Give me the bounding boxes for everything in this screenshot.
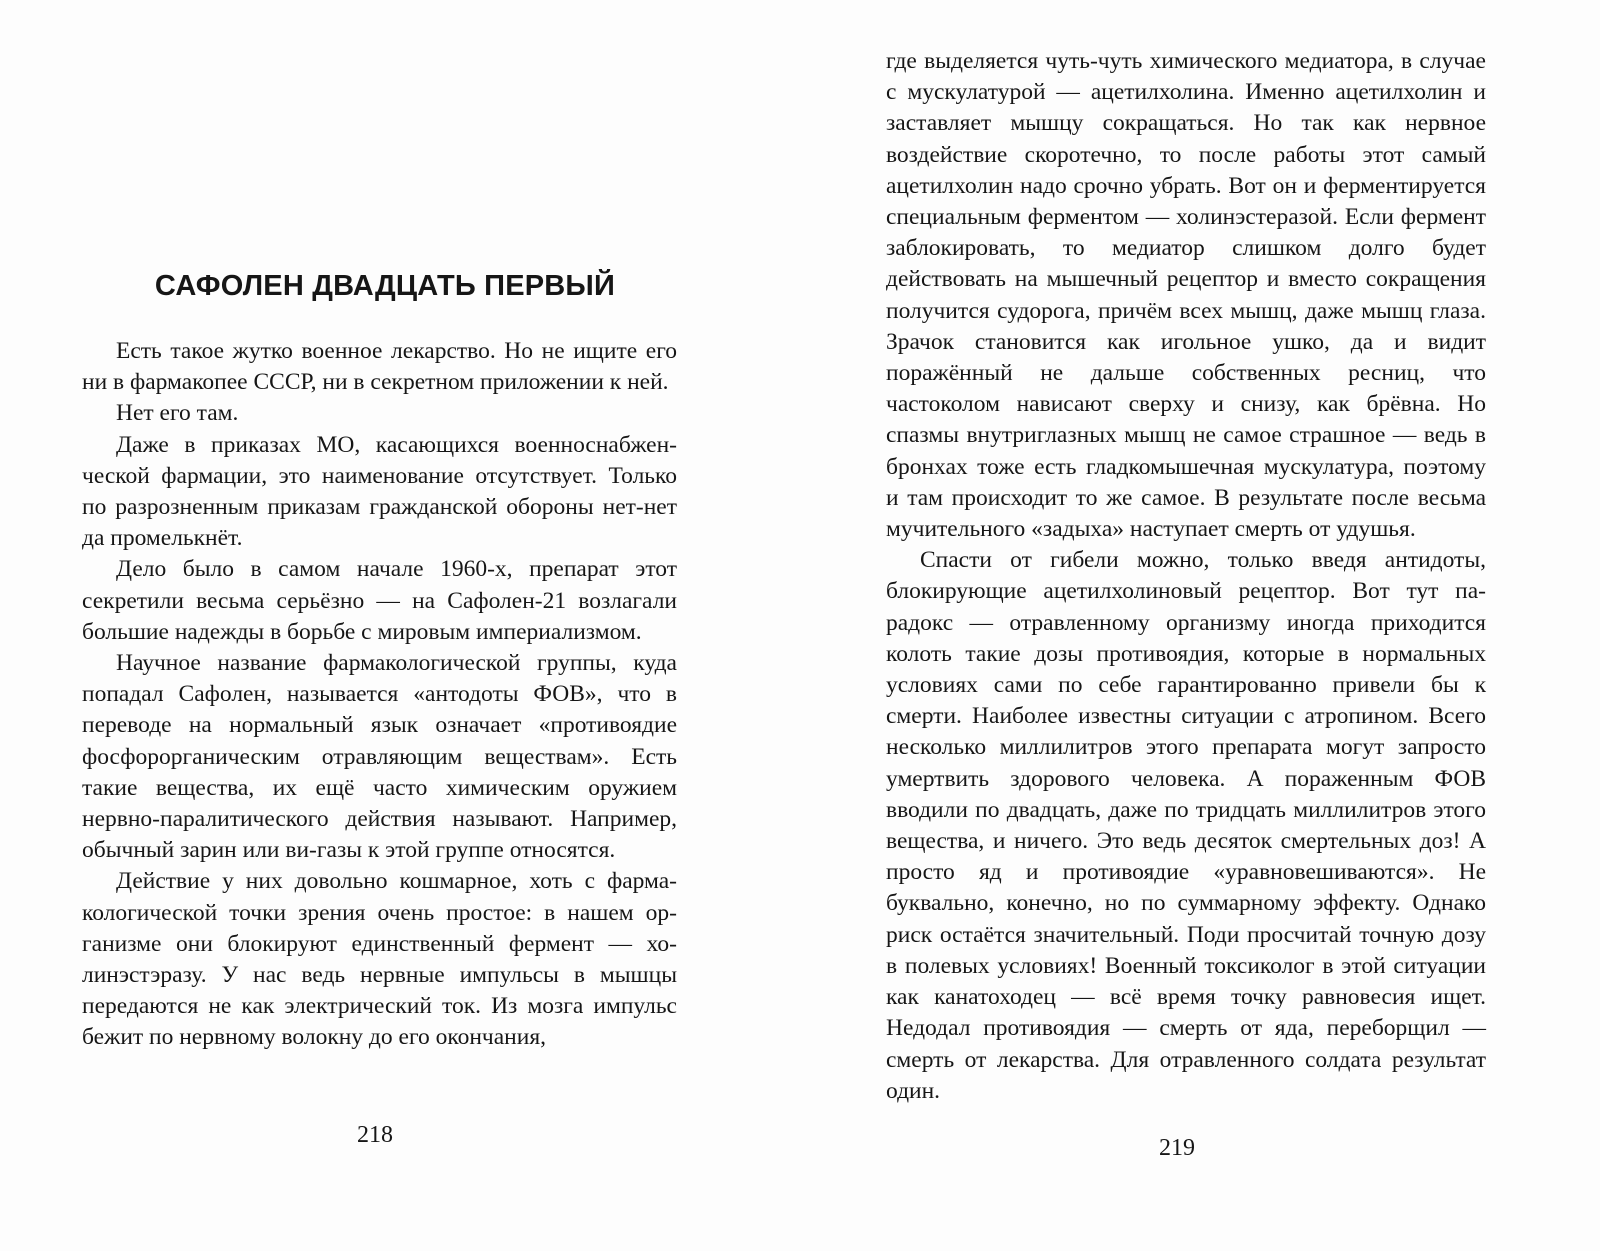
paragraph: Действие у них довольно кошмарное, хоть с фармакологической точки зрения очень простое: в нашем организме они блокируют единственный фермент — холинэстэразу. У нас ведь нервные импульсы в мышцы передаются не как электрический ток. Из мозга импульс бежит по нервному волокну до его окончания,: [82, 868, 677, 1051]
paragraph: Есть такое жутко военное лекарство. Но не ищите его ни в фармакопее СССР, ни в секретном приложении к ней.: [82, 338, 677, 396]
paragraph: Спасти от гибели можно, только введя антидоты, блокирующие ацетилхолиновый рецептор. Вот тут парадокс — отравленному организму иногда приходится колоть такие дозы противоядия, которые в нормальных условиях сами по себе гарантированно привели бы к смерти. Наиболее известны ситуации с атропином. Всего несколько миллилитров этого препарата могут запросто умертвить здорового человека. А пораженным ФОВ вводили по двадцать, даже по тридцать миллилитров этого вещества, и ничего. Это ведь десяток смертельных доз! А просто яд и противоядие «уравновешиваются». Не буквально, конечно, но по суммарному эффекту. Однако риск остаётся значительный. Поди просчитай точную дозу в полевых условиях! Военный токсиколог в этой ситуации как канатоходец — всё время точку равновесия ищет. Недодал противоядия — смерть от яда, переборщил — смерть от лекарства. Для отравленного солдата результат один.: [886, 547, 1486, 1104]
paragraph: Дело было в самом начале 1960-х, препарат этот секретили весьма серьёзно — на Сафолен-21 возлагали большие надежды в борьбе с мировым империализмом.: [82, 556, 677, 645]
chapter-heading: САФОЛЕН ДВАДЦАТЬ ПЕРВЫЙ: [154, 270, 616, 302]
right-page-body: [886, 46, 1486, 1107]
page-number: 219: [1159, 1135, 1195, 1161]
right-page: [800, 0, 1600, 1251]
paragraph: где выделяется чуть-чуть химического медиатора, в случае с мускулатурой — ацетилхолина. Именно ацетилхолин и заставляет мышцу сокращаться. Но так как нервное воздействие скоротечно, то после работы этот самый ацетилхолин надо срочно убрать. Вот он и ферментируется специальным ферментом — холинэстеразой. Если фермент заблокировать, то медиатор слишком долго будет действовать на мышечный рецептор и вместо сокращения получится судорога, причём всех мышц, даже мышц глаза. Зрачок становится как игольное ушко, да и видит поражённый не дальше собственных ресниц, что частоколом нависают сверху и снизу, как брёвна. Но спазмы внутриглазных мышц не самое страшное — ведь в бронхах тоже есть гладкомышечная мускулатура, поэтому и там происходит то же самое. В результате после весьма мучительного «задыха» наступает смерть от удушья.: [886, 48, 1486, 543]
page-number: 218: [357, 1122, 393, 1148]
paragraph: Даже в приказах МО, касающихся военноснабженческой фармации, это наименование отсутствует. Только по разрозненным приказам гражданской обороны нет-нет да промелькнёт.: [82, 431, 677, 552]
left-page-body: [82, 336, 677, 1054]
paragraph: Научное название фармакологической группы, куда попадал Сафолен, называется «антодоты ФОВ», что в переводе на нормальный язык означает «противоядие фосфорорганическим отравляющим веществам». Есть такие вещества, их ещё часто химическим оружием нервно-паралитического действия называют. Например, обычный зарин или ви-газы к этой группе относятся.: [82, 650, 677, 864]
paragraph: Нет его там.: [116, 400, 239, 427]
